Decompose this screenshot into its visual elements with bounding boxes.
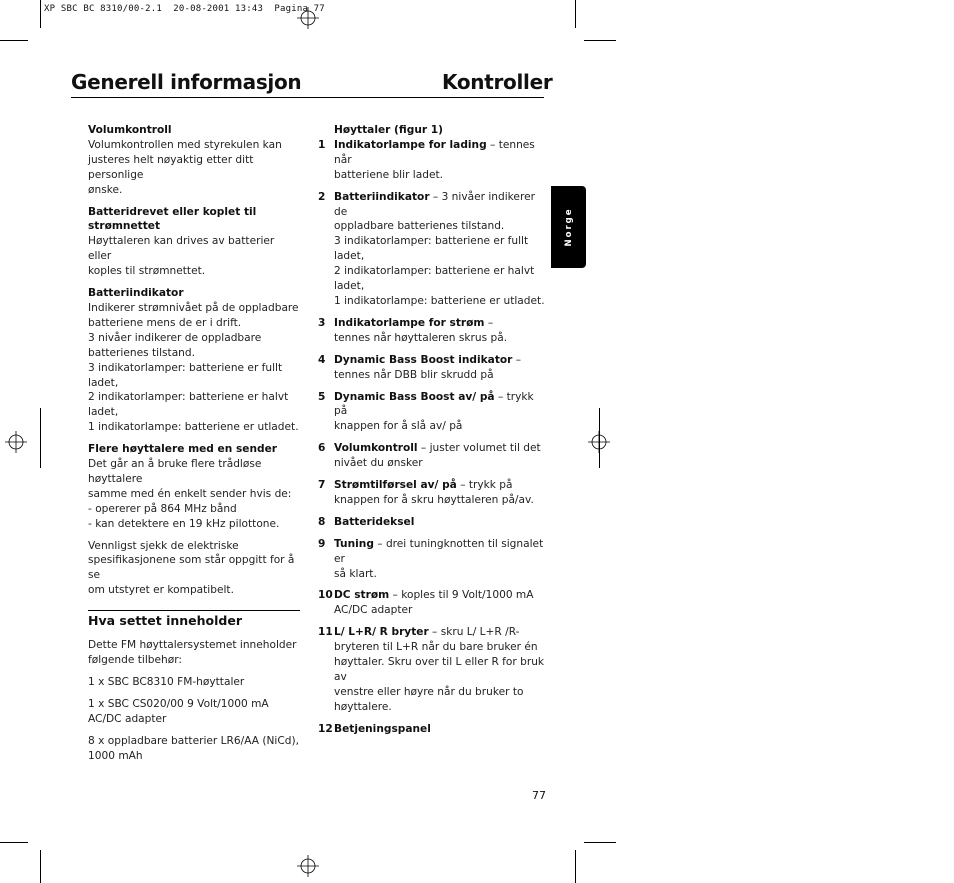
control-name: DC strøm <box>334 589 390 602</box>
controls-heading: Høyttaler (figur 1) <box>334 124 443 136</box>
contents-text: 8 x oppladbare batterier LR6/AA (NiCd), <box>88 734 299 747</box>
page-title-right: Kontroller <box>442 70 553 94</box>
info-text: Vennligst sjekk de elektriske <box>88 539 239 552</box>
control-name: Strømtilførsel av/ på <box>334 479 457 492</box>
control-number: 8 <box>318 515 326 528</box>
registration-mark-icon <box>297 855 319 877</box>
crop-mark <box>599 408 600 468</box>
page-number: 77 <box>532 789 546 802</box>
control-number: 11 <box>318 626 333 639</box>
info-text: batterienes tilstand. <box>88 346 195 359</box>
title-rule <box>71 97 544 98</box>
info-text: ønske. <box>88 183 123 196</box>
control-number: 4 <box>318 353 326 366</box>
control-item <box>318 390 550 435</box>
control-desc: – skru L/ L+R /R- <box>428 626 520 639</box>
control-item <box>318 441 550 471</box>
control-line <box>334 316 550 331</box>
control-line <box>334 138 550 168</box>
contents-text: 1 x SBC BC8310 FM-høyttaler <box>88 675 245 688</box>
registration-mark-icon <box>297 7 319 29</box>
info-block <box>88 442 300 531</box>
control-item <box>318 625 550 714</box>
control-desc: – <box>484 316 494 329</box>
control-number: 9 <box>318 537 326 550</box>
info-block <box>88 286 300 435</box>
control-desc: – 3 nivåer indikerer de <box>334 190 535 218</box>
contents-text: 1 x SBC CS020/00 9 Volt/1000 mA <box>88 697 269 710</box>
control-desc: tennes når DBB blir skrudd på <box>334 368 494 381</box>
print-slug: XP SBC BC 8310/00-2.1 20-08-2001 13:43 Pagina 77 <box>44 4 325 14</box>
language-tab <box>551 186 586 268</box>
control-name: Batterideksel <box>334 515 415 528</box>
contents-item <box>88 734 300 764</box>
crop-mark <box>584 40 616 41</box>
info-text: Indikerer strømnivået på de oppladbare <box>88 301 299 314</box>
info-text: samme med én enkelt sender hvis de: <box>88 487 292 500</box>
control-item <box>318 722 550 737</box>
control-desc: knappen for å slå av/ på <box>334 420 463 433</box>
contents-item <box>88 638 300 668</box>
control-desc: så klart. <box>334 567 377 580</box>
control-number: 5 <box>318 390 326 403</box>
crop-mark <box>0 40 28 41</box>
left-column <box>88 123 300 770</box>
control-desc: AC/DC adapter <box>334 604 413 617</box>
control-number: 10 <box>318 589 333 602</box>
control-number: 7 <box>318 479 326 492</box>
info-text: Volumkontrollen med styrekulen kan <box>88 138 282 151</box>
control-line <box>334 390 550 420</box>
control-desc: høyttalere. <box>334 700 392 713</box>
control-number: 1 <box>318 138 326 151</box>
control-item <box>318 316 550 346</box>
control-name: Indikatorlampe for strøm <box>334 316 485 329</box>
info-block <box>88 205 300 280</box>
control-name: Betjeningspanel <box>334 722 431 735</box>
info-text: 3 indikatorlamper: batteriene er fullt ladet, <box>88 361 283 389</box>
control-item <box>318 588 550 618</box>
info-text: 3 nivåer indikerer de oppladbare <box>88 331 262 344</box>
control-line <box>334 478 550 493</box>
control-line <box>334 625 550 640</box>
registration-mark-icon <box>5 431 27 453</box>
control-line <box>334 515 550 530</box>
info-block <box>88 123 300 198</box>
info-text: - opererer på 864 MHz bånd <box>88 502 237 515</box>
control-item <box>318 353 550 383</box>
contents-text: følgende tilbehør: <box>88 654 182 666</box>
control-name: Tuning <box>334 537 374 550</box>
contents-text: AC/DC adapter <box>88 712 167 725</box>
control-desc: nivået du ønsker <box>334 457 423 470</box>
control-desc: – trykk på <box>334 390 534 418</box>
control-line <box>334 441 550 456</box>
control-desc: bryteren til L+R når du bare bruker én <box>334 641 538 654</box>
control-desc: knappen for å skru høyttaleren på/av. <box>334 493 534 506</box>
info-text: justeres helt nøyaktig etter ditt personlige <box>88 153 254 181</box>
control-desc: høyttaler. Skru over til L eller R for bruk av <box>334 656 545 683</box>
control-number: 3 <box>318 316 326 329</box>
crop-mark <box>40 0 41 28</box>
info-text: spesifikasjonene som står oppgitt for å se <box>88 554 295 582</box>
control-line <box>334 722 550 737</box>
section-title: Hva settet inneholder <box>88 613 242 629</box>
control-desc: tennes når høyttaleren skrus på. <box>334 331 508 344</box>
crop-mark <box>575 0 576 28</box>
control-number: 12 <box>318 722 333 735</box>
control-name: Indikatorlampe for lading <box>334 138 487 151</box>
control-item <box>318 537 550 582</box>
language-tab-label: Norge <box>563 207 574 247</box>
info-text: Høyttaleren kan drives av batterier eller <box>88 235 275 263</box>
control-desc: – drei tuningknotten til signalet er <box>334 537 544 565</box>
control-desc: – trykk på <box>456 479 513 492</box>
control-item <box>318 138 550 183</box>
control-desc: 1 indikatorlampe: batteriene er utladet. <box>334 294 545 307</box>
info-heading: Flere høyttalere med en sender <box>88 443 278 456</box>
right-column <box>318 123 550 744</box>
contents-text: 1000 mAh <box>88 749 143 762</box>
info-text: Det går an å bruke flere trådløse høyttalere <box>88 458 262 485</box>
control-item <box>318 478 550 508</box>
control-name: L/ L+R/ R bryter <box>334 626 429 639</box>
contents-text: Dette FM høyttalersystemet inneholder <box>88 639 297 652</box>
control-line <box>334 353 550 368</box>
control-desc: venstre eller høyre når du bruker to <box>334 685 524 698</box>
page-title-left: Generell informasjon <box>71 70 302 94</box>
section-rule <box>88 610 300 611</box>
control-desc: – tennes når <box>334 138 535 166</box>
control-item <box>318 515 550 530</box>
control-item <box>318 190 550 309</box>
control-line <box>334 537 550 567</box>
control-number: 2 <box>318 190 326 203</box>
control-line <box>334 588 550 603</box>
info-text: om utstyret er kompatibelt. <box>88 584 234 597</box>
control-name: Volumkontroll <box>334 442 418 455</box>
control-name: Batteriindikator <box>334 190 430 203</box>
control-name: Dynamic Bass Boost indikator <box>334 353 513 366</box>
info-heading: Batteridrevet eller koplet til <box>88 205 257 218</box>
control-desc: – <box>512 353 522 366</box>
info-text: 1 indikatorlampe: batteriene er utladet. <box>88 421 299 434</box>
crop-mark <box>575 850 576 883</box>
info-heading: Batteriindikator <box>88 287 184 300</box>
control-line <box>334 190 550 220</box>
control-desc: – koples til 9 Volt/1000 mA <box>389 589 534 602</box>
crop-mark <box>584 842 616 843</box>
info-text: 2 indikatorlamper: batteriene er halvt ladet, <box>88 391 289 419</box>
info-text: koples til strømnettet. <box>88 265 206 278</box>
control-desc: batteriene blir ladet. <box>334 168 443 181</box>
contents-item <box>88 675 300 690</box>
control-desc: 2 indikatorlamper: batteriene er halvt ladet, <box>334 265 535 293</box>
crop-mark <box>40 408 41 468</box>
info-block <box>88 539 300 599</box>
crop-mark <box>40 850 41 883</box>
control-desc: oppladbare batterienes tilstand. <box>334 220 505 233</box>
info-heading: Volumkontroll <box>88 124 172 136</box>
crop-mark <box>0 842 28 843</box>
control-desc: 3 indikatorlamper: batteriene er fullt ladet, <box>334 235 529 263</box>
contents-item <box>88 697 300 727</box>
control-number: 6 <box>318 442 326 455</box>
info-heading: strømnettet <box>88 220 161 233</box>
info-text: batteriene mens de er i drift. <box>88 316 242 329</box>
info-text: - kan detektere en 19 kHz pilottone. <box>88 517 280 530</box>
control-desc: – juster volumet til det <box>417 442 541 455</box>
control-name: Dynamic Bass Boost av/ på <box>334 390 495 403</box>
